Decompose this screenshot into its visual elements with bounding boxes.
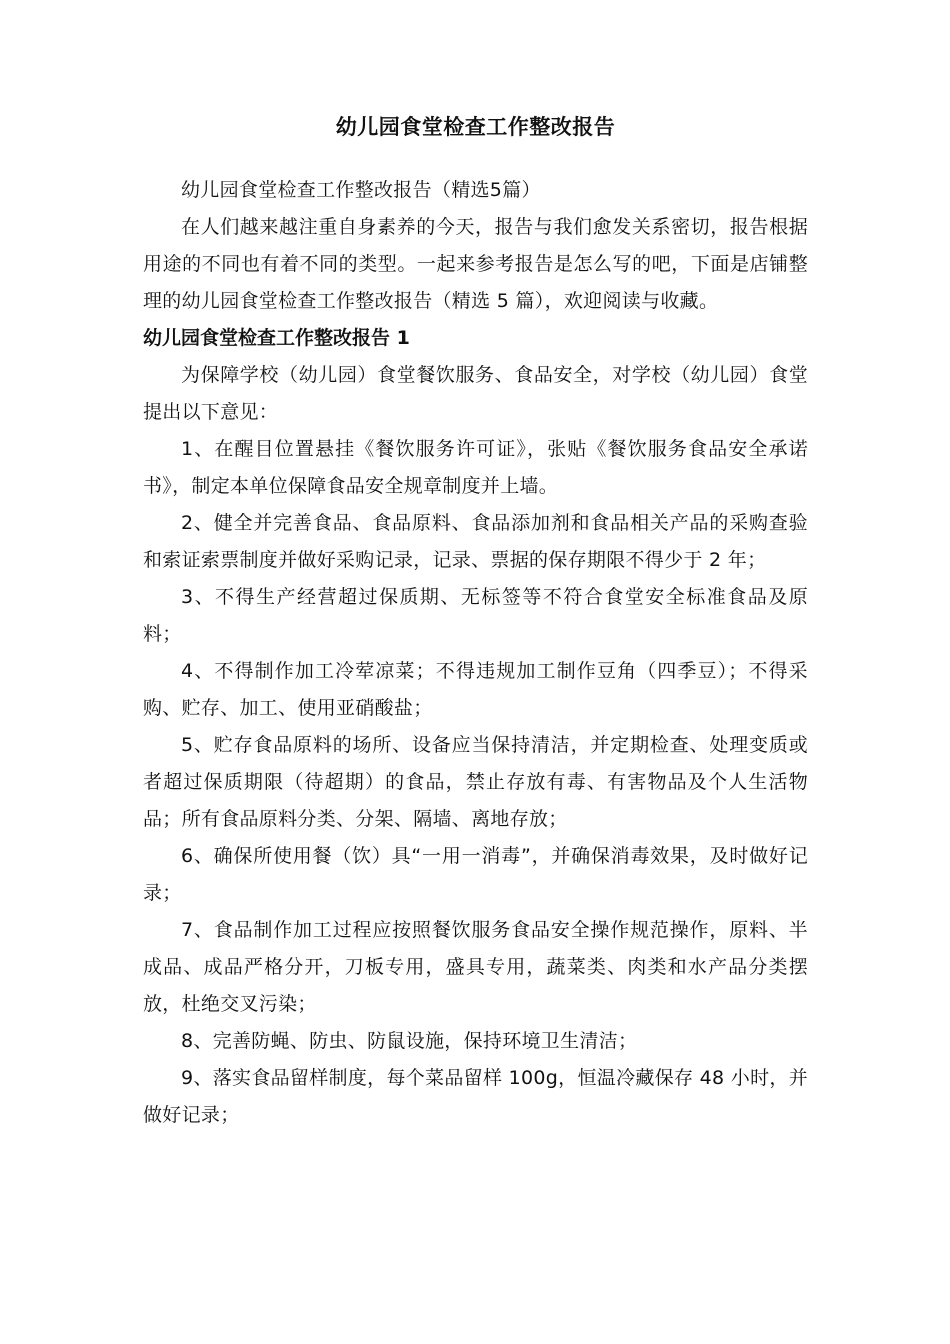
- list-item: 3、不得生产经营超过保质期、无标签等不符合食堂安全标准食品及原料；: [143, 586, 808, 645]
- section-heading: 幼儿园食堂检查工作整改报告 1: [143, 327, 410, 349]
- list-item: 9、落实食品留样制度，每个菜品留样 100g，恒温冷藏保存 48 小时，并做好记录；: [143, 1067, 808, 1126]
- document-body: [143, 172, 808, 1134]
- list-item: 7、食品制作加工过程应按照餐饮服务食品安全操作规范操作，原料、半成品、成品严格分开，刀板专用，盛具专用，蔬菜类、肉类和水产品分类摆放，杜绝交叉污染；: [143, 919, 808, 1015]
- section-lead-paragraph: 为保障学校（幼儿园）食堂餐饮服务、食品安全，对学校（幼儿园）食堂提出以下意见：: [143, 364, 808, 423]
- list-item: 2、健全并完善食品、食品原料、食品添加剂和食品相关产品的采购查验和索证索票制度并做好采购记录，记录、票据的保存期限不得少于 2 年；: [143, 512, 808, 571]
- list-item: 5、贮存食品原料的场所、设备应当保持清洁，并定期检查、处理变质或者超过保质期限（待超期）的食品，禁止存放有毒、有害物品及个人生活物品；所有食品原料分类、分架、隔墙、离地存放；: [143, 734, 808, 830]
- list-item: 4、不得制作加工冷荤凉菜；不得违规加工制作豆角（四季豆）；不得采购、贮存、加工、使用亚硝酸盐；: [143, 660, 808, 719]
- list-item: 6、确保所使用餐（饮）具“一用一消毒”，并确保消毒效果，及时做好记录；: [143, 845, 808, 904]
- list-item: 1、在醒目位置悬挂《餐饮服务许可证》，张贴《餐饮服务食品安全承诺书》，制定本单位保障食品安全规章制度并上墙。: [143, 438, 808, 497]
- document-title: 幼儿园食堂检查工作整改报告: [335, 115, 616, 139]
- document-subtitle: 幼儿园食堂检查工作整改报告（精选5篇）: [181, 179, 541, 201]
- list-item: 8、完善防蝇、防虫、防鼠设施，保持环境卫生清洁；: [181, 1030, 638, 1052]
- intro-paragraph: 在人们越来越注重自身素养的今天，报告与我们愈发关系密切，报告根据用途的不同也有着不同的类型。一起来参考报告是怎么写的吧，下面是店铺整理的幼儿园食堂检查工作整改报告（精选 5 篇），欢迎阅读与收藏。: [143, 216, 808, 312]
